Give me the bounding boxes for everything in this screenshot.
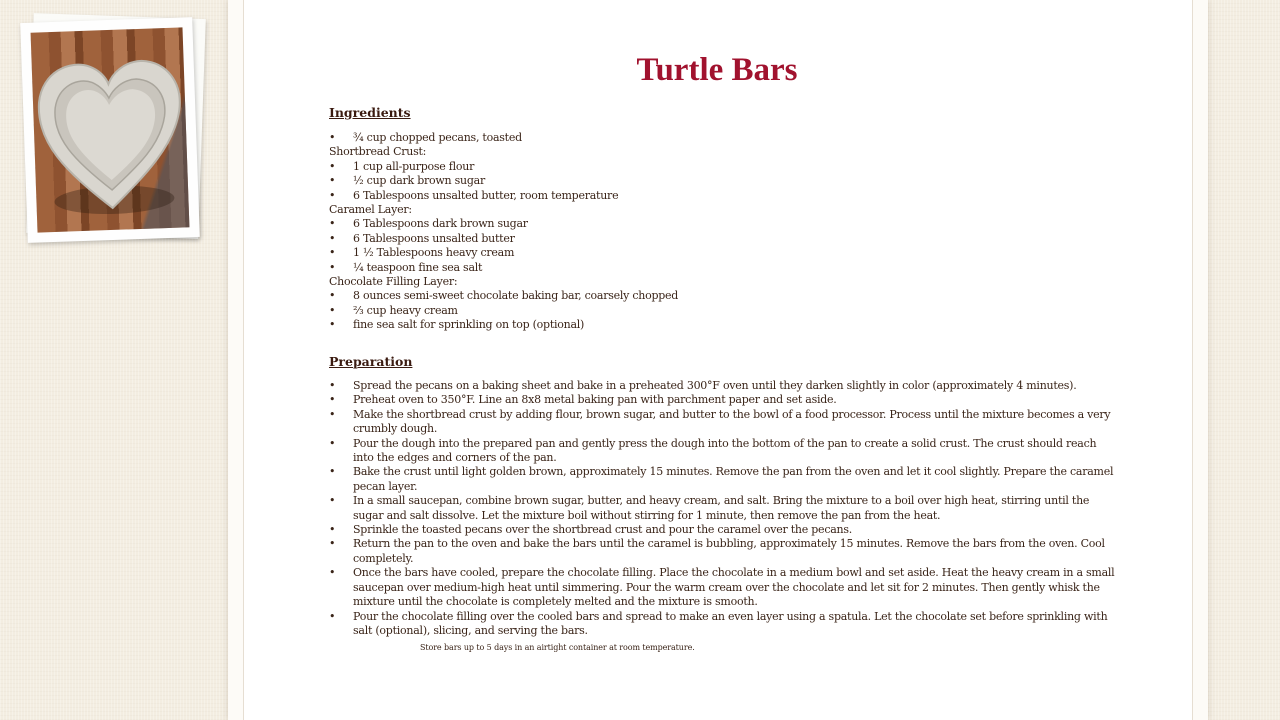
bullet-icon: • bbox=[329, 436, 336, 450]
list-item-text: Pour the dough into the prepared pan and gently press the dough into the bottom of the pan to create a solid crust. The crust should reach into the edges and corners of the pan. bbox=[353, 436, 1097, 465]
list-item bbox=[329, 318, 1119, 332]
bullet-icon: • bbox=[329, 393, 336, 407]
section-label-text: Shortbread Crust: bbox=[329, 145, 427, 159]
preparation-step bbox=[329, 523, 1119, 537]
bullet-icon: • bbox=[329, 289, 336, 303]
list-item-text: Bake the crust until light golden brown, approximately 15 minutes. Remove the pan from the oven and let it cool slightly. Prepare the caramel pecan layer. bbox=[353, 465, 1114, 493]
preparation-step bbox=[329, 393, 1119, 407]
list-item-text: 6 Tablespoons unsalted butter bbox=[353, 231, 515, 245]
list-item bbox=[329, 131, 1119, 145]
bullet-icon: • bbox=[329, 188, 336, 202]
list-item-text: 8 ounces semi-sweet chocolate baking bar, coarsely chopped bbox=[353, 289, 679, 303]
list-item-text: Once the bars have cooled, prepare the chocolate filling. Place the chocolate in a medium bowl and set aside. Heat the heavy cream in a small saucepan over medium-high heat until simmering. Pour the warm cream over the chocolate and let sit for 2 minutes. Then gently whisk the mixture until the chocolate is completely melted and the mixture is smooth. bbox=[353, 566, 1115, 609]
bullet-icon: • bbox=[329, 566, 336, 580]
list-item-text: Preheat oven to 350°F. Line an 8x8 metal baking pan with parchment paper and set aside. bbox=[353, 393, 837, 407]
section-label-text: Chocolate Filling Layer: bbox=[329, 275, 458, 289]
bullet-icon: • bbox=[329, 131, 336, 144]
preparation-step bbox=[329, 437, 1119, 466]
preparation-step bbox=[329, 610, 1119, 639]
list-item bbox=[329, 160, 1119, 174]
section-label-text: Caramel Layer: bbox=[329, 203, 412, 217]
bullet-icon: • bbox=[329, 407, 336, 421]
list-item bbox=[329, 304, 1119, 318]
ingredient-section-label bbox=[329, 203, 1119, 217]
list-item-text: Return the pan to the oven and bake the bars until the caramel is bubbling, approximately 15 minutes. Remove the bars from the oven. Cool completely. bbox=[353, 537, 1105, 565]
list-item-text: ¼ teaspoon fine sea salt bbox=[353, 260, 483, 274]
list-item-text: 1 cup all-purpose flour bbox=[353, 159, 475, 173]
bullet-icon: • bbox=[329, 217, 336, 231]
bullet-icon: • bbox=[329, 174, 336, 188]
preparation-heading: Preparation bbox=[329, 354, 413, 369]
bullet-icon: • bbox=[329, 318, 336, 332]
heart-dish-photo bbox=[20, 17, 200, 243]
ingredient-section-label bbox=[329, 275, 1119, 289]
preparation-step bbox=[329, 537, 1119, 566]
recipe-title: Turtle Bars bbox=[636, 52, 798, 88]
bullet-icon: • bbox=[329, 465, 336, 479]
list-item bbox=[329, 289, 1119, 303]
bullet-icon: • bbox=[329, 231, 336, 245]
preparation-step bbox=[329, 494, 1119, 523]
list-item bbox=[329, 261, 1119, 275]
list-item bbox=[329, 246, 1119, 260]
list-item bbox=[329, 232, 1119, 246]
bullet-icon: • bbox=[329, 537, 336, 551]
ingredient-section-label bbox=[329, 145, 1119, 159]
bullet-icon: • bbox=[329, 246, 336, 260]
storage-note: Store bars up to 5 days in an airtight container at room temperature. bbox=[420, 643, 695, 652]
bullet-icon: • bbox=[329, 379, 336, 392]
bullet-icon: • bbox=[329, 159, 336, 173]
list-item-text: Make the shortbread crust by adding flour, brown sugar, and butter to the bowl of a food processor. Process until the mixture becomes a very crumbly dough. bbox=[353, 407, 1111, 436]
list-item-text: 6 Tablespoons dark brown sugar bbox=[353, 217, 528, 231]
bullet-icon: • bbox=[329, 260, 336, 274]
heart-dish-icon bbox=[31, 27, 190, 232]
bullet-icon: • bbox=[329, 523, 336, 537]
list-item bbox=[329, 189, 1119, 203]
list-item-text: Sprinkle the toasted pecans over the shortbread crust and pour the caramel over the pecans. bbox=[353, 523, 853, 537]
bullet-icon: • bbox=[329, 303, 336, 317]
list-item-text: In a small saucepan, combine brown sugar, butter, and heavy cream, and salt. Bring the mixture to a boil over high heat, stirring until the sugar and salt dissolve. Let the mixture boil without stirring for 1 minute, then remove the pan from the heat. bbox=[353, 494, 1090, 522]
preparation-step bbox=[329, 566, 1119, 609]
list-item-text: ¾ cup chopped pecans, toasted bbox=[353, 131, 522, 144]
list-item-text: 6 Tablespoons unsalted butter, room temperature bbox=[353, 188, 619, 202]
list-item-text: ⅔ cup heavy cream bbox=[353, 303, 458, 317]
list-item-text: ½ cup dark brown sugar bbox=[353, 174, 485, 188]
preparation-step bbox=[329, 408, 1119, 437]
list-item bbox=[329, 217, 1119, 231]
list-item-text: 1 ½ Tablespoons heavy cream bbox=[353, 246, 515, 260]
preparation-step bbox=[329, 465, 1119, 494]
bullet-icon: • bbox=[329, 609, 336, 623]
photo-image bbox=[31, 27, 190, 232]
preparation-step bbox=[329, 379, 1119, 393]
ingredients-list bbox=[329, 131, 1119, 333]
list-item-text: fine sea salt for sprinkling on top (optional) bbox=[353, 318, 585, 332]
list-item-text: Spread the pecans on a baking sheet and bake in a preheated 300°F oven until they darken slightly in color (approximately 4 minutes). bbox=[353, 379, 1077, 392]
bullet-icon: • bbox=[329, 494, 336, 508]
ingredients-heading: Ingredients bbox=[329, 105, 411, 120]
preparation-steps-list bbox=[329, 379, 1119, 638]
list-item-text: Pour the chocolate filling over the cooled bars and spread to make an even layer using a spatula. Let the chocolate set before sprinkling with salt (optional), slicing, and serving the bars. bbox=[353, 609, 1108, 637]
list-item bbox=[329, 174, 1119, 188]
